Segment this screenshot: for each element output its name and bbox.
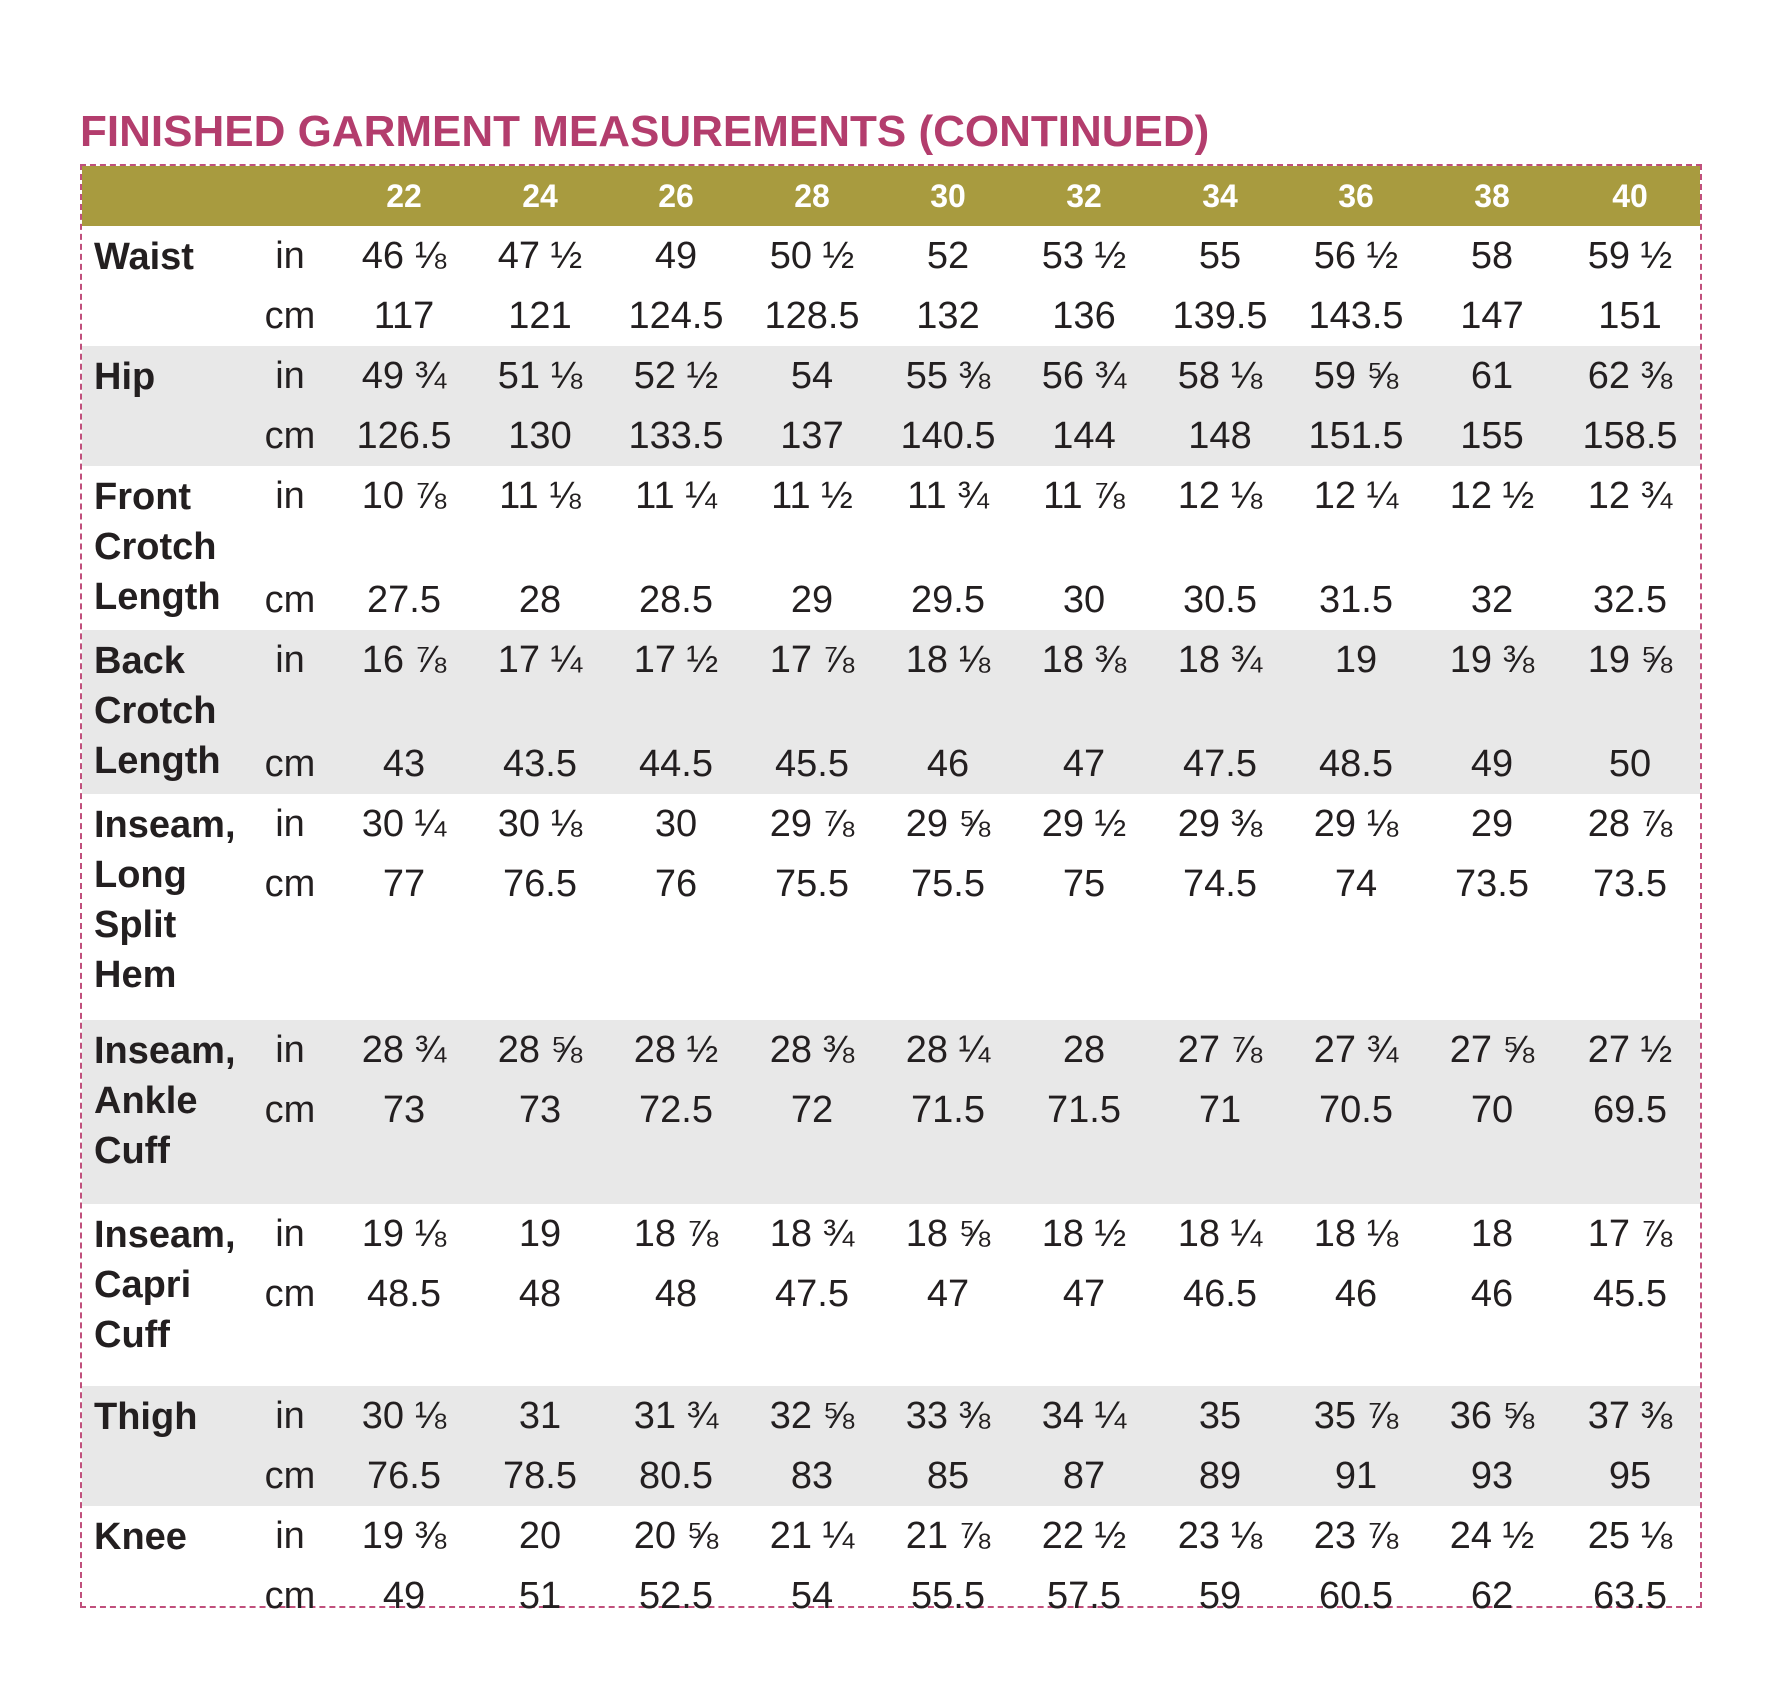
value-cell: 30 ⅛ [497, 803, 583, 845]
value-cell: 18 [1470, 1213, 1514, 1255]
value-cell: 27 ⅝ [1449, 1029, 1535, 1071]
value-cell: 18 ⅞ [633, 1213, 719, 1255]
value-cell: 27.5 [367, 579, 441, 621]
value-cell: 47.5 [1183, 743, 1257, 785]
value-cell: 56 ¾ [1041, 355, 1127, 397]
value-cell: 72 [790, 1089, 834, 1131]
measurement-label-line: Split [94, 904, 177, 946]
value-cell: 93 [1470, 1455, 1514, 1497]
value-cell: 130 [508, 415, 572, 457]
value-cell: 60.5 [1319, 1575, 1393, 1617]
measurement-label-line: Crotch [94, 690, 217, 732]
value-cell: 28 [518, 579, 562, 621]
value-cell: 63.5 [1593, 1575, 1667, 1617]
value-cell: 55 ⅜ [905, 355, 991, 397]
value-cell: 30 [654, 803, 698, 845]
value-cell: 28 ½ [633, 1029, 719, 1071]
value-cell: 44.5 [639, 743, 713, 785]
table-row [82, 570, 1700, 630]
value-cell: 91 [1334, 1455, 1378, 1497]
unit-cell: cm [264, 1273, 316, 1315]
value-cell: 18 ⅛ [905, 639, 991, 681]
value-cell: 28 ⅞ [1587, 803, 1673, 845]
value-cell: 54 [790, 355, 834, 397]
value-cell: 18 ½ [1041, 1213, 1127, 1255]
value-cell: 132 [916, 295, 980, 337]
value-cell: 75 [1062, 863, 1106, 905]
value-cell: 46 [1470, 1273, 1514, 1315]
value-cell: 77 [382, 863, 426, 905]
value-cell: 137 [780, 415, 844, 457]
value-cell: 53 ½ [1041, 235, 1127, 277]
table-row [82, 1446, 1700, 1506]
value-cell: 25 ⅛ [1587, 1515, 1673, 1557]
value-cell: 37 ⅜ [1587, 1395, 1673, 1437]
size-header: 40 [1612, 178, 1648, 214]
value-cell: 133.5 [628, 415, 724, 457]
value-cell: 49 [654, 235, 698, 277]
value-cell: 43.5 [503, 743, 577, 785]
value-cell: 32 ⅝ [769, 1395, 855, 1437]
value-cell: 48.5 [1319, 743, 1393, 785]
measurement-label [82, 346, 244, 466]
measurement-label-line: Ankle [94, 1080, 198, 1122]
value-cell: 17 ⅞ [769, 639, 855, 681]
value-cell: 95 [1608, 1455, 1652, 1497]
unit-cell: cm [264, 579, 316, 621]
size-header-row [82, 166, 1700, 226]
value-cell: 55.5 [911, 1575, 985, 1617]
value-cell: 47 [926, 1273, 970, 1315]
value-cell: 62 ⅜ [1587, 355, 1673, 397]
table-row [82, 466, 1700, 570]
value-cell: 21 ¼ [769, 1515, 855, 1557]
value-cell: 139.5 [1172, 295, 1268, 337]
value-cell: 47.5 [775, 1273, 849, 1315]
value-cell: 54 [790, 1575, 834, 1617]
value-cell: 18 ⅜ [1041, 639, 1127, 681]
value-cell: 57.5 [1047, 1575, 1121, 1617]
measurement-label-line: Length [94, 740, 221, 782]
value-cell: 36 ⅝ [1449, 1395, 1535, 1437]
value-cell: 59 [1198, 1575, 1242, 1617]
page-title: FINISHED GARMENT MEASUREMENTS (CONTINUED) [80, 107, 1210, 156]
value-cell: 49 [382, 1575, 426, 1617]
measurement-label [82, 466, 244, 630]
value-cell: 73 [382, 1089, 426, 1131]
value-cell: 29 ⅛ [1313, 803, 1399, 845]
size-header: 38 [1474, 178, 1510, 214]
value-cell: 59 ½ [1587, 235, 1673, 277]
value-cell: 124.5 [628, 295, 724, 337]
value-cell: 72.5 [639, 1089, 713, 1131]
unit-cell: cm [264, 743, 316, 785]
value-cell: 56 ½ [1313, 235, 1399, 277]
value-cell: 43 [382, 743, 426, 785]
value-cell: 126.5 [356, 415, 452, 457]
value-cell: 70 [1470, 1089, 1514, 1131]
unit-cell: in [275, 475, 305, 517]
measurement-label-line: Hip [94, 356, 156, 398]
value-cell: 78.5 [503, 1455, 577, 1497]
measurement-label-line: Inseam, [94, 804, 236, 846]
value-cell: 20 ⅝ [633, 1515, 719, 1557]
value-cell: 151 [1598, 295, 1662, 337]
value-cell: 58 [1470, 235, 1514, 277]
table-row [82, 630, 1700, 734]
unit-cell: in [275, 235, 305, 277]
value-cell: 46.5 [1183, 1273, 1257, 1315]
value-cell: 19 ⅝ [1587, 639, 1673, 681]
measurement-label-line: Cuff [94, 1314, 170, 1356]
size-header: 24 [522, 178, 558, 214]
value-cell: 47 [1062, 743, 1106, 785]
measurement-label-line: Hem [94, 954, 177, 996]
value-cell: 19 [518, 1213, 562, 1255]
table-row [82, 226, 1700, 286]
value-cell: 143.5 [1308, 295, 1404, 337]
table-row [82, 346, 1700, 406]
value-cell: 74.5 [1183, 863, 1257, 905]
unit-cell: in [275, 1213, 305, 1255]
table-row [82, 1020, 1700, 1080]
value-cell: 31 [518, 1395, 562, 1437]
value-cell: 89 [1198, 1455, 1242, 1497]
value-cell: 52 ½ [633, 355, 719, 397]
value-cell: 71 [1198, 1089, 1242, 1131]
value-cell: 73 [518, 1089, 562, 1131]
table-row [82, 1204, 1700, 1264]
value-cell: 45.5 [775, 743, 849, 785]
value-cell: 35 ⅞ [1313, 1395, 1399, 1437]
value-cell: 55 [1198, 235, 1242, 277]
table-row [82, 406, 1700, 466]
value-cell: 18 ¾ [1177, 639, 1263, 681]
table-row [82, 1506, 1700, 1566]
value-cell: 11 ¾ [907, 475, 989, 517]
size-header: 30 [930, 178, 966, 214]
value-cell: 29 ½ [1041, 803, 1127, 845]
unit-cell: cm [264, 863, 316, 905]
unit-cell: in [275, 1515, 305, 1557]
value-cell: 32 [1470, 579, 1514, 621]
value-cell: 62 [1470, 1575, 1514, 1617]
value-cell: 20 [518, 1515, 562, 1557]
size-header: 28 [794, 178, 830, 214]
value-cell: 35 [1198, 1395, 1242, 1437]
unit-cell: cm [264, 1455, 316, 1497]
measurement-label-line: Back [94, 640, 185, 682]
value-cell: 69.5 [1593, 1089, 1667, 1131]
value-cell: 24 ½ [1449, 1515, 1535, 1557]
value-cell: 76.5 [503, 863, 577, 905]
table-body [82, 226, 1700, 1626]
value-cell: 18 ⅛ [1313, 1213, 1399, 1255]
value-cell: 11 ⅞ [1043, 475, 1125, 517]
unit-cell: in [275, 1395, 305, 1437]
value-cell: 29.5 [911, 579, 985, 621]
unit-cell: cm [264, 415, 316, 457]
value-cell: 155 [1460, 415, 1524, 457]
value-cell: 18 ⅝ [905, 1213, 991, 1255]
measurement-label-line: Cuff [94, 1130, 170, 1172]
measurement-label-line: Inseam, [94, 1214, 236, 1256]
value-cell: 52 [926, 235, 970, 277]
measurement-label-line: Long [94, 854, 187, 896]
unit-cell: in [275, 1029, 305, 1071]
measurement-label-line: Length [94, 576, 221, 618]
value-cell: 51 ⅛ [497, 355, 583, 397]
value-cell: 128.5 [764, 295, 860, 337]
value-cell: 117 [373, 295, 435, 337]
value-cell: 29 [790, 579, 834, 621]
value-cell: 18 ¼ [1177, 1213, 1263, 1255]
size-header: 32 [1066, 178, 1102, 214]
value-cell: 75.5 [911, 863, 985, 905]
value-cell: 31.5 [1319, 579, 1393, 621]
value-cell: 158.5 [1582, 415, 1678, 457]
measurement-label [82, 1020, 244, 1204]
measurement-label-line: Thigh [94, 1396, 198, 1438]
value-cell: 148 [1188, 415, 1252, 457]
value-cell: 28 ¾ [361, 1029, 447, 1071]
value-cell: 83 [790, 1455, 834, 1497]
value-cell: 58 ⅛ [1177, 355, 1263, 397]
value-cell: 22 ½ [1041, 1515, 1127, 1557]
value-cell: 21 ⅞ [905, 1515, 991, 1557]
value-cell: 80.5 [639, 1455, 713, 1497]
value-cell: 76.5 [367, 1455, 441, 1497]
value-cell: 30 ⅛ [361, 1395, 447, 1437]
table-row [82, 734, 1700, 794]
value-cell: 48 [654, 1273, 698, 1315]
value-cell: 151.5 [1308, 415, 1404, 457]
unit-cell: in [275, 803, 305, 845]
value-cell: 10 ⅞ [361, 475, 447, 517]
measurement-label-line: Knee [94, 1516, 187, 1558]
unit-cell: in [275, 355, 305, 397]
table-row [82, 286, 1700, 346]
value-cell: 47 [1062, 1273, 1106, 1315]
value-cell: 11 ¼ [635, 475, 717, 517]
value-cell: 46 [1334, 1273, 1378, 1315]
measurement-label-line: Crotch [94, 526, 217, 568]
value-cell: 144 [1052, 415, 1116, 457]
value-cell: 75.5 [775, 863, 849, 905]
value-cell: 45.5 [1593, 1273, 1667, 1315]
measurement-label-line: Inseam, [94, 1030, 236, 1072]
value-cell: 17 ⅞ [1587, 1213, 1673, 1255]
value-cell: 34 ¼ [1041, 1395, 1127, 1437]
value-cell: 11 ⅛ [499, 475, 581, 517]
value-cell: 32.5 [1593, 579, 1667, 621]
size-header: 26 [658, 178, 694, 214]
value-cell: 23 ⅞ [1313, 1515, 1399, 1557]
measurement-label [82, 1506, 244, 1626]
value-cell: 87 [1062, 1455, 1106, 1497]
value-cell: 12 ⅛ [1177, 475, 1263, 517]
measurement-label-line: Capri [94, 1264, 192, 1306]
value-cell: 49 [1470, 743, 1514, 785]
value-cell: 12 ¼ [1313, 475, 1399, 517]
measurement-label-line: Front [94, 476, 192, 518]
value-cell: 59 ⅝ [1313, 355, 1399, 397]
table-row [82, 1264, 1700, 1386]
value-cell: 47 ½ [497, 235, 583, 277]
value-cell: 76 [654, 863, 698, 905]
value-cell: 17 ½ [633, 639, 719, 681]
value-cell: 48.5 [367, 1273, 441, 1315]
value-cell: 19 ⅛ [361, 1213, 447, 1255]
value-cell: 29 [1470, 803, 1514, 845]
value-cell: 31 ¾ [633, 1395, 719, 1437]
unit-cell: cm [264, 1575, 316, 1617]
value-cell: 27 ½ [1587, 1029, 1673, 1071]
header-spacer [82, 166, 244, 226]
value-cell: 16 ⅞ [361, 639, 447, 681]
size-header: 34 [1202, 178, 1238, 214]
measurement-label-line: Waist [94, 236, 194, 278]
value-cell: 49 ¾ [361, 355, 447, 397]
value-cell: 29 ⅞ [769, 803, 855, 845]
value-cell: 28 ⅝ [497, 1029, 583, 1071]
value-cell: 140.5 [900, 415, 996, 457]
measurement-label [82, 1204, 244, 1386]
value-cell: 11 ½ [771, 475, 853, 517]
value-cell: 73.5 [1455, 863, 1529, 905]
table-row [82, 794, 1700, 854]
value-cell: 28 [1062, 1029, 1106, 1071]
value-cell: 12 ½ [1449, 475, 1535, 517]
value-cell: 19 ⅜ [1449, 639, 1535, 681]
value-cell: 30 [1062, 579, 1106, 621]
value-cell: 48 [518, 1273, 562, 1315]
value-cell: 30.5 [1183, 579, 1257, 621]
value-cell: 85 [926, 1455, 970, 1497]
value-cell: 28 ¼ [905, 1029, 991, 1071]
value-cell: 73.5 [1593, 863, 1667, 905]
table-row [82, 854, 1700, 1020]
measurement-label [82, 630, 244, 794]
value-cell: 74 [1334, 863, 1378, 905]
header-spacer [244, 166, 336, 226]
table-row [82, 1386, 1700, 1446]
value-cell: 19 [1334, 639, 1378, 681]
value-cell: 70.5 [1319, 1089, 1393, 1131]
value-cell: 18 ¾ [769, 1213, 855, 1255]
table-row [82, 1080, 1700, 1204]
value-cell: 29 ⅝ [905, 803, 991, 845]
table-row [82, 1566, 1700, 1626]
measurement-label [82, 226, 244, 346]
value-cell: 17 ¼ [497, 639, 583, 681]
unit-cell: cm [264, 1089, 316, 1131]
value-cell: 52.5 [639, 1575, 713, 1617]
value-cell: 121 [508, 295, 572, 337]
value-cell: 23 ⅛ [1177, 1515, 1263, 1557]
size-header: 22 [386, 178, 422, 214]
value-cell: 50 [1608, 743, 1652, 785]
value-cell: 27 ¾ [1313, 1029, 1399, 1071]
value-cell: 50 ½ [769, 235, 855, 277]
value-cell: 12 ¾ [1587, 475, 1673, 517]
value-cell: 33 ⅜ [905, 1395, 991, 1437]
value-cell: 51 [518, 1575, 562, 1617]
value-cell: 28 ⅜ [769, 1029, 855, 1071]
value-cell: 29 ⅜ [1177, 803, 1263, 845]
value-cell: 147 [1460, 295, 1524, 337]
measurement-label [82, 1386, 244, 1506]
unit-cell: in [275, 639, 305, 681]
value-cell: 19 ⅜ [361, 1515, 447, 1557]
value-cell: 136 [1052, 295, 1116, 337]
value-cell: 28.5 [639, 579, 713, 621]
value-cell: 46 [926, 743, 970, 785]
measurements-table [82, 166, 1700, 1626]
value-cell: 27 ⅞ [1177, 1029, 1263, 1071]
value-cell: 30 ¼ [361, 803, 447, 845]
value-cell: 46 ⅛ [361, 235, 447, 277]
value-cell: 71.5 [911, 1089, 985, 1131]
measurement-label [82, 794, 244, 1020]
value-cell: 61 [1470, 355, 1514, 397]
unit-cell: cm [264, 295, 316, 337]
size-header: 36 [1338, 178, 1374, 214]
value-cell: 71.5 [1047, 1089, 1121, 1131]
